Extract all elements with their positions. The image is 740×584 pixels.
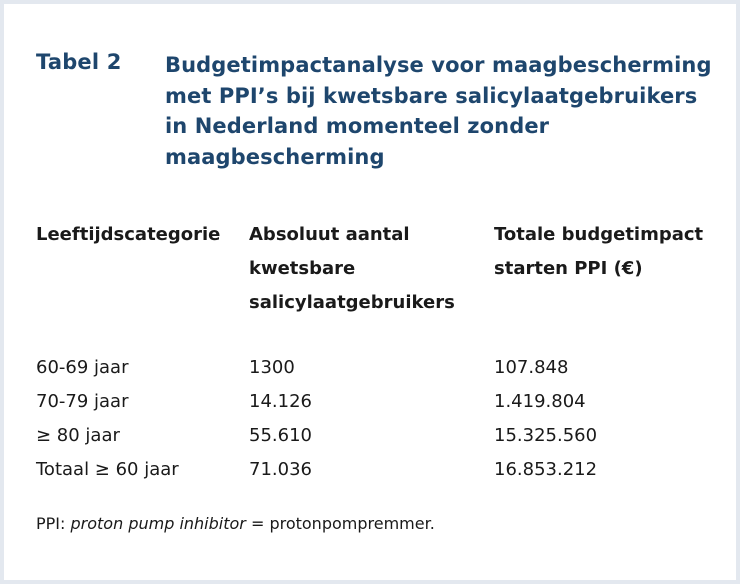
footnote-term: proton pump inhibitor [70, 514, 246, 533]
footnote-definition: = protonpompremmer. [250, 514, 435, 533]
count-cell: 14.126 [249, 391, 312, 412]
budget-cell: 15.325.560 [494, 425, 598, 446]
budget-cell: 16.853.212 [494, 459, 598, 480]
table-footnote [36, 514, 435, 533]
count-cell: 55.610 [249, 425, 312, 446]
count-cell: 71.036 [249, 459, 312, 480]
table-row [4, 385, 736, 419]
age-cell: ≥ 80 jaar [36, 425, 120, 446]
table-row [4, 419, 736, 453]
footnote-abbreviation: PPI: [36, 514, 66, 533]
column-header-age: Leeftijdscategorie [36, 224, 221, 245]
table-row [4, 351, 736, 385]
table-figure [4, 4, 736, 580]
budget-cell: 1.419.804 [494, 391, 586, 412]
budget-cell: 107.848 [494, 357, 569, 378]
count-cell: 1300 [249, 357, 295, 378]
column-header-count: Absoluut aantal kwetsbare salicylaatgebruikers [249, 224, 455, 313]
column-header-budget: Totale budgetimpact starten PPI (€) [494, 224, 704, 279]
table-title: Budgetimpactanalyse voor maagbescherming met PPI’s bij kwetsbare salicylaatgebruikers in Nederland momenteel zonder maagbescherming [165, 53, 712, 169]
age-cell: 60-69 jaar [36, 357, 129, 378]
table-row-total [4, 453, 736, 487]
table-label: Tabel 2 [36, 50, 122, 74]
age-cell: Totaal ≥ 60 jaar [36, 459, 179, 480]
age-cell: 70-79 jaar [36, 391, 129, 412]
